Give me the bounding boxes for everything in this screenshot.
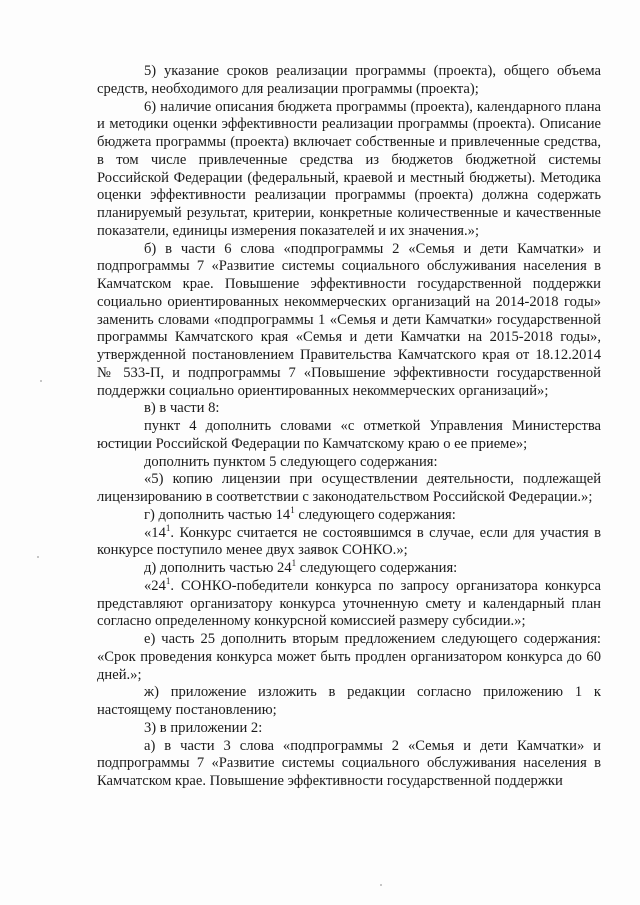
- paragraph-add-item-5: дополнить пунктом 5 следующего содержания:: [144, 453, 438, 470]
- paragraph-e: е) часть 25 дополнить вторым предложением следующего содержания: «Срок проведения конкурса может быть продлен организатором конкурса до 60 дней.»;: [97, 631, 601, 683]
- paragraph-b: б) в части 6 слова «подпрограммы 2 «Семья и дети Камчатки» и подпрограммы 7 «Развитие системы социального обслуживания населения в Камчатском крае. Повышение эффективности государственной поддержки социально ориентированных некоммерческих организаций на 2014-2018 годы» заменить словами «подпрограммы 1 «Семья и дети Камчатки» государственной программы Камчатского края «Семья и дети Камчатки на 2015-2018 годы», утвержденной постановлением Правительства Камчатского края от 18.12.2014 № 533-П, и подпрограммы 7 «Повышение эффективности государственной поддержки социально ориентированных некоммерческих организаций»;: [97, 240, 601, 399]
- paragraph-d-after: следующего содержания:: [296, 560, 458, 576]
- scan-speck: [40, 380, 42, 382]
- paragraph-24-after: . СОНКО-победители конкурса по запросу организатора конкурса представляют организатору конкурса уточненную смету и календарный план согласно определенному конкурсной комиссией размеру субсидии.»;: [97, 577, 601, 630]
- paragraph-24-before: «24: [144, 577, 166, 594]
- paragraph-6: 6) наличие описания бюджета программы (проекта), календарного плана и методики оценки эффективности реализации программы (проекта). Описание бюджета программы (проекта) включает собственные и привлеченные средства, в том числе привлеченные средства из бюджетов бюджетной системы Российской Федерации (федеральный, краевой и местный бюджеты). Методика оценки эффективности реализации программы (проекта) должна содержать планируемый результат, критерии, конкретные количественные и качественные показатели, единицы измерения показателей и их значения.»;: [97, 98, 601, 239]
- scan-speck: [37, 556, 39, 558]
- document-body: [97, 63, 601, 791]
- paragraph-g-after: следующего содержания:: [294, 506, 456, 523]
- paragraph-a: а) в части 3 слова «подпрограммы 2 «Семья и дети Камчатки» и подпрограммы 7 «Развитие системы социального обслуживания населения в Камчатском крае. Повышение эффективности государственной поддержки: [97, 737, 601, 789]
- paragraph-part-14: [97, 522, 601, 561]
- paragraph-14-after: . Конкурс считается не состоявшимся в случае, если для участия в конкурсе поступило менее двух заявок СОНКО.»;: [97, 524, 601, 559]
- paragraph-g-sup: 1: [290, 504, 295, 515]
- paragraph-3: 3) в приложении 2:: [144, 719, 263, 736]
- scan-speck: [380, 884, 382, 886]
- paragraph-part-24: [97, 575, 601, 631]
- paragraph-14-before: «14: [144, 524, 166, 541]
- paragraph-zh: ж) приложение изложить в редакции согласно приложению 1 к настоящему постановлению;: [97, 684, 601, 718]
- paragraph-d: [97, 560, 601, 578]
- paragraph-d-before: д) дополнить частью 24: [144, 560, 292, 576]
- paragraph-14-sup: 1: [165, 522, 171, 533]
- paragraph-g-before: г) дополнить частью 14: [144, 506, 291, 523]
- paragraph-24-sup: 1: [165, 575, 171, 586]
- paragraph-v: в) в части 8:: [144, 400, 220, 417]
- paragraph-license: «5) копию лицензии при осуществлении деятельности, подлежащей лицензированию в соответствии с законодательством Российской Федерации.»;: [97, 471, 601, 505]
- paragraph-item-4: пункт 4 дополнить словами «с отметкой Управления Министерства юстиции Российской Федерации по Камчатскому краю о ее приеме»;: [97, 418, 601, 452]
- paragraph-g: [97, 504, 601, 525]
- paragraph-5: 5) указание сроков реализации программы (проекта), общего объема средств, необходимого для реализации программы (проекта);: [97, 63, 601, 97]
- paragraph-d-sup: 1: [291, 558, 297, 569]
